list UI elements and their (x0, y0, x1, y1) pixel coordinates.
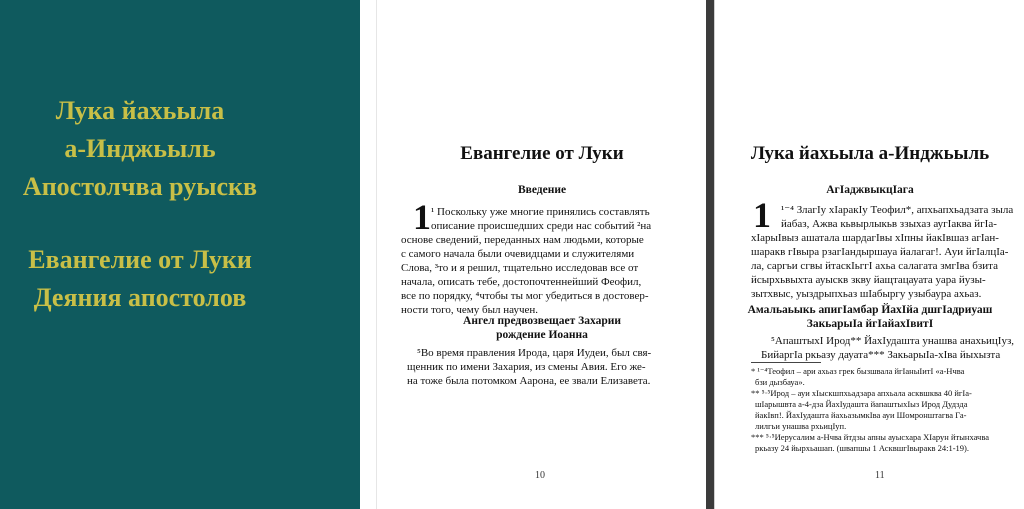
page-gap (360, 0, 376, 509)
left-paragraph-1 (401, 205, 691, 317)
footnote-divider (751, 362, 821, 363)
right-section-heading-1: АгIаджвыкцIага (826, 184, 914, 196)
text-line: ⁵АпаштыхI Ирод** ЙахIудашта унашва анахьицIуз, (771, 335, 1015, 347)
footnote-line: *** ⁵·⁵Иерусалим а-Нчва йтдзы апны ауысхара ХIарун йтынхачва (751, 432, 989, 442)
text-line: на тоже была потомком Аарона, ее звали Елизавета. (407, 375, 651, 387)
left-chapter-number: 1 (413, 197, 431, 237)
cover-title-line-4: Евангелие от Луки (28, 245, 252, 274)
text-line: ⁵Во время правления Ирода, царя Иудеи, был свя- (417, 347, 652, 359)
footnote-line: ** ⁵·⁵Ирод – ауи хIыскшпхьадзара апхьала асквшква 40 йгIа- (751, 388, 972, 398)
right-page-title: Лука йахьыла а-Инджьыль (750, 143, 990, 164)
text-line: ¹ Поскольку уже многие принялись составлять (431, 206, 650, 218)
footnotes (751, 366, 1019, 454)
right-section-heading-2b: ЗакьарыIа йгIайахIвитI (806, 318, 934, 330)
text-line: ности того, чему был научен. (401, 304, 539, 316)
right-page (714, 0, 1024, 509)
text-line: с самого начала были очевидцами и служителями (401, 248, 635, 260)
text-line: щенник по имени Захария, из смены Авия. Его же- (407, 361, 646, 373)
left-section-heading-2a: Ангел предвозвещает Захарии (463, 315, 621, 327)
text-line: основе сведений, переданных нам людьми, которые (401, 234, 644, 246)
footnote-line: шIарышвта а-4-дза ЙахIудашта йапаштыхIыз Ирод Дудзда (755, 399, 968, 409)
text-line: йабаз, Ажва кьвырлыкьв ззыхаз аугIаква йгIа- (781, 218, 997, 230)
left-section-heading-1: Введение (517, 184, 567, 196)
right-section-heading-2a: Амальаьыкь апигIамбар ЙахIйа дшгIадриуаш (747, 304, 993, 316)
right-page-number: 11 (875, 470, 885, 481)
left-page-title: Евангелие от Луки (460, 143, 624, 164)
cover-title-line-1: Лука йахьыла (55, 96, 225, 125)
footnote-line: * ¹⁻⁴Теофил – ари ахьаз грек бызшвала йгIаныIитI «а-Нчва (751, 366, 965, 376)
left-page (376, 0, 707, 509)
text-line: ла, саргьи сгвы йтаскIьггI ахьа салагата змгIва бзита (751, 260, 998, 272)
cover-title-line-3: Апостолчва руыскв (22, 172, 258, 201)
right-paragraph-1 (751, 203, 1021, 301)
footnote-line: лилгьи унашва рхьицIуп. (755, 421, 847, 431)
text-line: йсырхьвыхта ауыскв зкву йащтацауата уара йузы- (751, 274, 986, 286)
text-line: начала, описать тебе, достопочтеннейший Феофил, (401, 276, 642, 288)
left-paragraph-2 (407, 346, 697, 388)
text-line: хIарыIвыз ашатала шардагIвы хIпны йакIвшаз агIан- (751, 232, 999, 244)
text-line: БийаргIа ркьазу дауата*** ЗакьарыIа-хIва йыхызта (761, 349, 1001, 361)
cover-title-line-2: а-Инджьыль (64, 134, 216, 163)
right-paragraph-2 (761, 334, 1023, 362)
text-line: шаракв гIвыра рзагIандыршауа йалагаг!. Ауи йгIалцIа- (751, 246, 1009, 258)
footnote-line: йакIвп!. ЙахIудашта йахьазымкIва ауи Шомронштагва Га- (755, 410, 967, 420)
left-section-heading-2b: рождение Иоанна (496, 329, 588, 341)
text-line: все по порядку, ⁴чтобы ты мог убедиться в достовер- (401, 290, 649, 302)
text-line: Слова, ³то и я решил, тщательно исследовав все от (401, 262, 639, 274)
cover-title-line-5: Деяния апостолов (33, 283, 247, 312)
text-line: описание происшедших среди нас событий ²на (431, 220, 652, 232)
left-page-number: 10 (535, 470, 545, 481)
book-gutter (706, 0, 714, 509)
text-line: ¹⁻⁴ ЗлагIу хIаракIу Теофил*, апхьапхьадзата зыла (781, 204, 1014, 216)
text-line: зытхвыс, уыздрыпхьаз шIабыргу узыбаура ахьаз. (751, 288, 982, 300)
footnote-line: бзи дызбауа». (755, 377, 805, 387)
right-chapter-number: 1 (753, 195, 771, 235)
book-cover (0, 0, 360, 509)
footnote-line: ркьазу 24 йырхьашап. (швапшы 1 АсквшгIвыракв 24:1-19). (755, 443, 969, 453)
